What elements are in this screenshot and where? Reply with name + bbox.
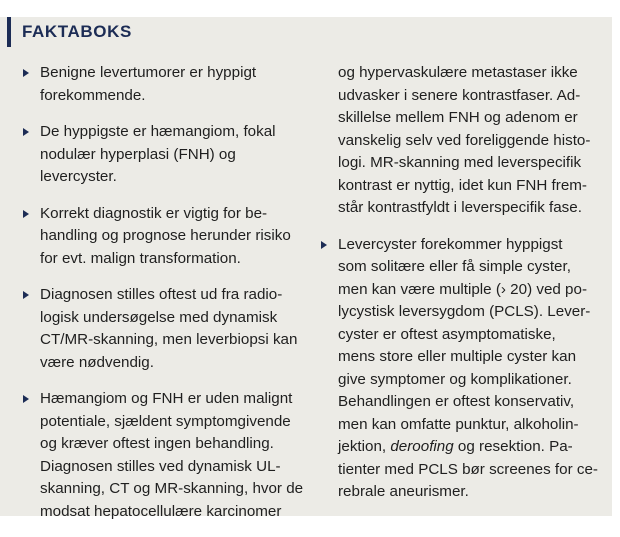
right-column	[320, 62, 612, 518]
list-item	[22, 121, 314, 189]
text-segment: jektion,	[338, 438, 391, 455]
text-line: og kræver oftest ingen behandling.	[40, 435, 274, 452]
list-item	[320, 234, 612, 504]
text-line: Korrekt diagnostik er vigtig for be-	[40, 204, 268, 222]
text-line: forekommende.	[40, 86, 146, 104]
bullet-triangle-icon	[23, 69, 29, 77]
text-line: for evt. malign transformation.	[40, 249, 241, 267]
text-line: udvasker i senere kontrastfaser. Ad-	[338, 86, 581, 104]
emphasized-term: deroofing	[390, 438, 454, 455]
text-line: skanning, CT og MR-skanning, hvor de	[40, 480, 304, 497]
text-line: potentiale, sjældent symptomgivende	[40, 412, 291, 430]
text-line: kontrast er nyttig, idet kun FNH frem-	[338, 176, 587, 194]
list-item-continuation	[320, 62, 612, 220]
text-line: logisk undersøgelse med dynamisk	[40, 308, 278, 326]
list-item	[22, 203, 314, 271]
left-column	[22, 62, 314, 537]
text-line: være nødvendig.	[40, 353, 154, 371]
text-line: modsat hepatocellulære karcinomer	[40, 502, 282, 520]
text-segment: og resektion. Pa-	[453, 438, 573, 455]
text-line: give symptomer og komplikationer.	[338, 370, 572, 388]
text-line: Levercyster forekommer hyppigst	[338, 235, 563, 253]
text-line: cyster er oftest asymptomatiske,	[338, 325, 556, 343]
bullet-triangle-icon	[23, 291, 29, 299]
text-line: nodulær hyperplasi (FNH) og	[40, 145, 236, 163]
text-line: CT/MR-skanning, men leverbiopsi kan	[40, 331, 298, 348]
text-line: logi. MR-skanning med leverspecifik	[338, 154, 582, 171]
bullet-triangle-icon	[23, 128, 29, 136]
list-item	[22, 62, 314, 107]
text-line: lycystisk leversygdom (PCLS). Lever-	[338, 303, 591, 320]
title-accent-bar	[7, 17, 11, 47]
text-line: handling og prognose herunder risiko	[40, 227, 291, 244]
text-line: men kan omfatte punktur, alkoholin-	[338, 415, 579, 433]
text-line: Benigne levertumorer er hyppigt	[40, 64, 257, 81]
text-line: og hypervaskulære metastaser ikke	[338, 64, 578, 81]
list-item	[22, 388, 314, 523]
list-item	[22, 284, 314, 374]
text-line: skillelse mellem FNH og adenom er	[338, 109, 578, 126]
bullet-triangle-icon	[23, 395, 29, 403]
text-line: mens store eller multiple cyster kan	[338, 348, 577, 365]
text-line: som solitære eller få simple cyster,	[338, 258, 571, 275]
text-line: Diagnosen stilles oftest ud fra radio-	[40, 286, 283, 303]
text-line	[338, 436, 612, 459]
text-line: Hæmangiom og FNH er uden malignt	[40, 390, 293, 407]
text-line: tienter med PCLS bør screenes for ce-	[338, 460, 598, 478]
bullet-triangle-icon	[23, 210, 29, 218]
fact-box-title: FAKTABOKS	[22, 22, 132, 41]
bullet-triangle-icon	[321, 241, 327, 249]
text-line: Behandlingen er oftest konservativ,	[338, 393, 575, 410]
text-line: vanskelig selv ved foreliggende histo-	[338, 131, 591, 149]
text-line: står kontrastfyldt i leverspecifik fase.	[338, 199, 582, 216]
text-line: men kan være multiple (› 20) ved po-	[338, 280, 588, 298]
text-line: De hyppigste er hæmangiom, fokal	[40, 123, 276, 140]
text-line: rebrale aneurismer.	[338, 483, 469, 500]
text-line: levercyster.	[40, 168, 117, 185]
text-line: Diagnosen stilles ved dynamisk UL-	[40, 457, 281, 475]
